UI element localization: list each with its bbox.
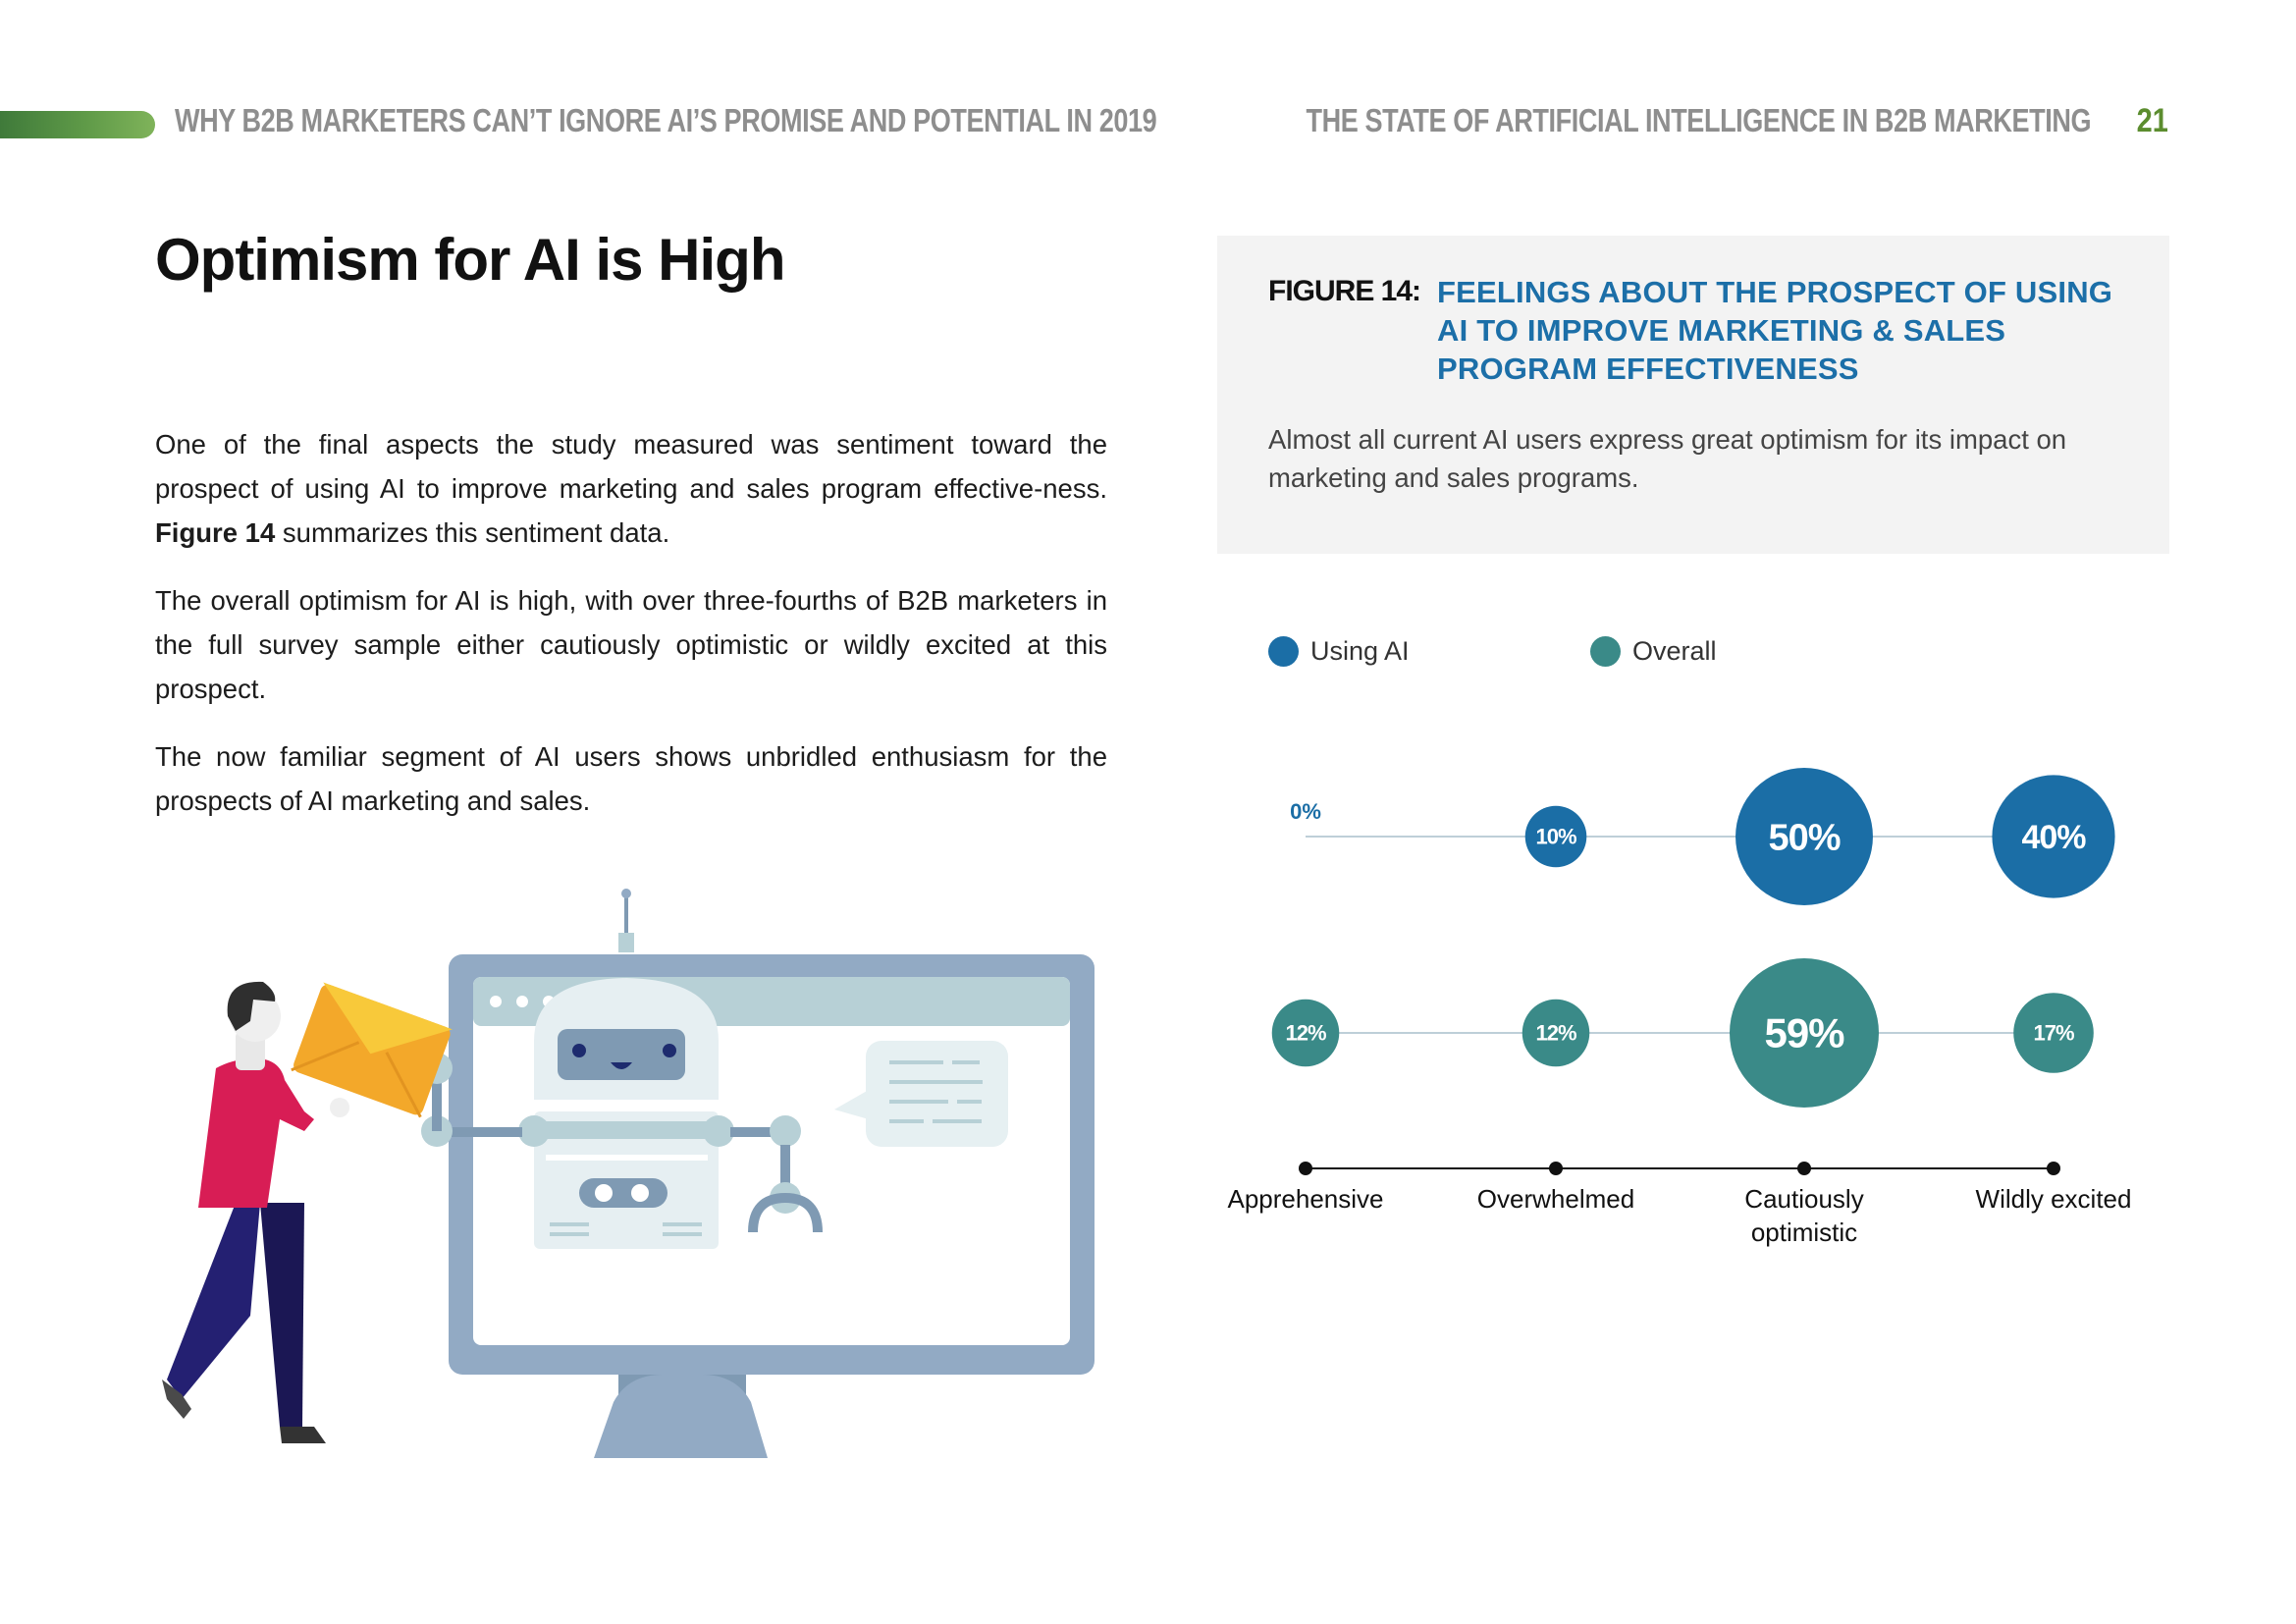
header-accent-bar xyxy=(0,111,155,138)
series-0-data-label-1: 10% xyxy=(1535,824,1576,849)
category-axis-dot-1 xyxy=(1549,1162,1563,1175)
figure-label: FIGURE 14: xyxy=(1268,275,1421,307)
figure-header-box xyxy=(1217,236,2169,554)
bubble-chart xyxy=(1217,746,2199,1276)
header-section-title: WHY B2B MARKETERS CAN’T IGNORE AI’S PROMISE AND POTENTIAL IN 2019 xyxy=(175,102,1157,138)
paragraph-1-text-b: summarizes this sentiment data. xyxy=(275,517,670,548)
paragraph-1-text-a: One of the final aspects the study measured was sentiment toward the prospect of using AI to improve marketing and sales program effective-ness. xyxy=(155,429,1107,504)
figure-title: FEELINGS ABOUT THE PROSPECT OF USING AI TO IMPROVE MARKETING & SALES PROGRAM EFFECTIVENESS xyxy=(1437,275,2113,386)
category-label-2-line-1: optimistic xyxy=(1750,1218,1858,1247)
paragraph-1 xyxy=(155,422,1107,555)
series-1-data-label-2: 59% xyxy=(1764,1009,1844,1056)
page-number: 21 xyxy=(2136,102,2168,139)
category-label-1: Overwhelmed xyxy=(1476,1184,1635,1214)
legend-using-ai-swatch xyxy=(1268,636,1299,667)
series-0-zero-label: 0% xyxy=(1290,799,1321,824)
body-text xyxy=(155,422,1107,846)
series-1-data-label-1: 12% xyxy=(1535,1020,1576,1046)
paragraph-3: The now familiar segment of AI users shows unbridled enthusiasm for the prospects of AI marketing and sales. xyxy=(155,741,1107,816)
legend-overall xyxy=(1590,636,1717,667)
legend-overall-swatch xyxy=(1590,636,1621,667)
legend-overall-label: Overall xyxy=(1632,636,1717,666)
category-axis-dot-0 xyxy=(1299,1162,1312,1175)
paragraph-2: The overall optimism for AI is high, with over three-fourths of B2B marketers in the full survey sample either cautiously optimistic or wildly excited at this prospect. xyxy=(155,585,1107,704)
series-1-data-label-0: 12% xyxy=(1285,1020,1326,1046)
person-figure xyxy=(162,982,453,1443)
category-label-0: Apprehensive xyxy=(1227,1184,1384,1214)
legend-using-ai-label: Using AI xyxy=(1310,636,1410,666)
page-title: Optimism for AI is High xyxy=(155,227,785,293)
series-1-data-label-3: 17% xyxy=(2033,1020,2074,1046)
category-axis-dot-3 xyxy=(2047,1162,2060,1175)
robot-illustration xyxy=(157,884,1119,1463)
category-label-3: Wildly excited xyxy=(1975,1184,2132,1214)
figure-description: Almost all current AI users express great optimism for its impact on marketing and sales programs. xyxy=(1268,424,2067,493)
category-label-2-line-0: Cautiously xyxy=(1744,1184,1864,1214)
legend-using-ai xyxy=(1268,636,1410,667)
header-report-title: THE STATE OF ARTIFICIAL INTELLIGENCE IN B2B MARKETING xyxy=(1306,102,2091,138)
series-0-data-label-2: 50% xyxy=(1768,817,1841,859)
series-0-data-label-3: 40% xyxy=(2021,818,2086,856)
category-axis-dot-2 xyxy=(1797,1162,1811,1175)
figure-reference: Figure 14 xyxy=(155,517,276,548)
